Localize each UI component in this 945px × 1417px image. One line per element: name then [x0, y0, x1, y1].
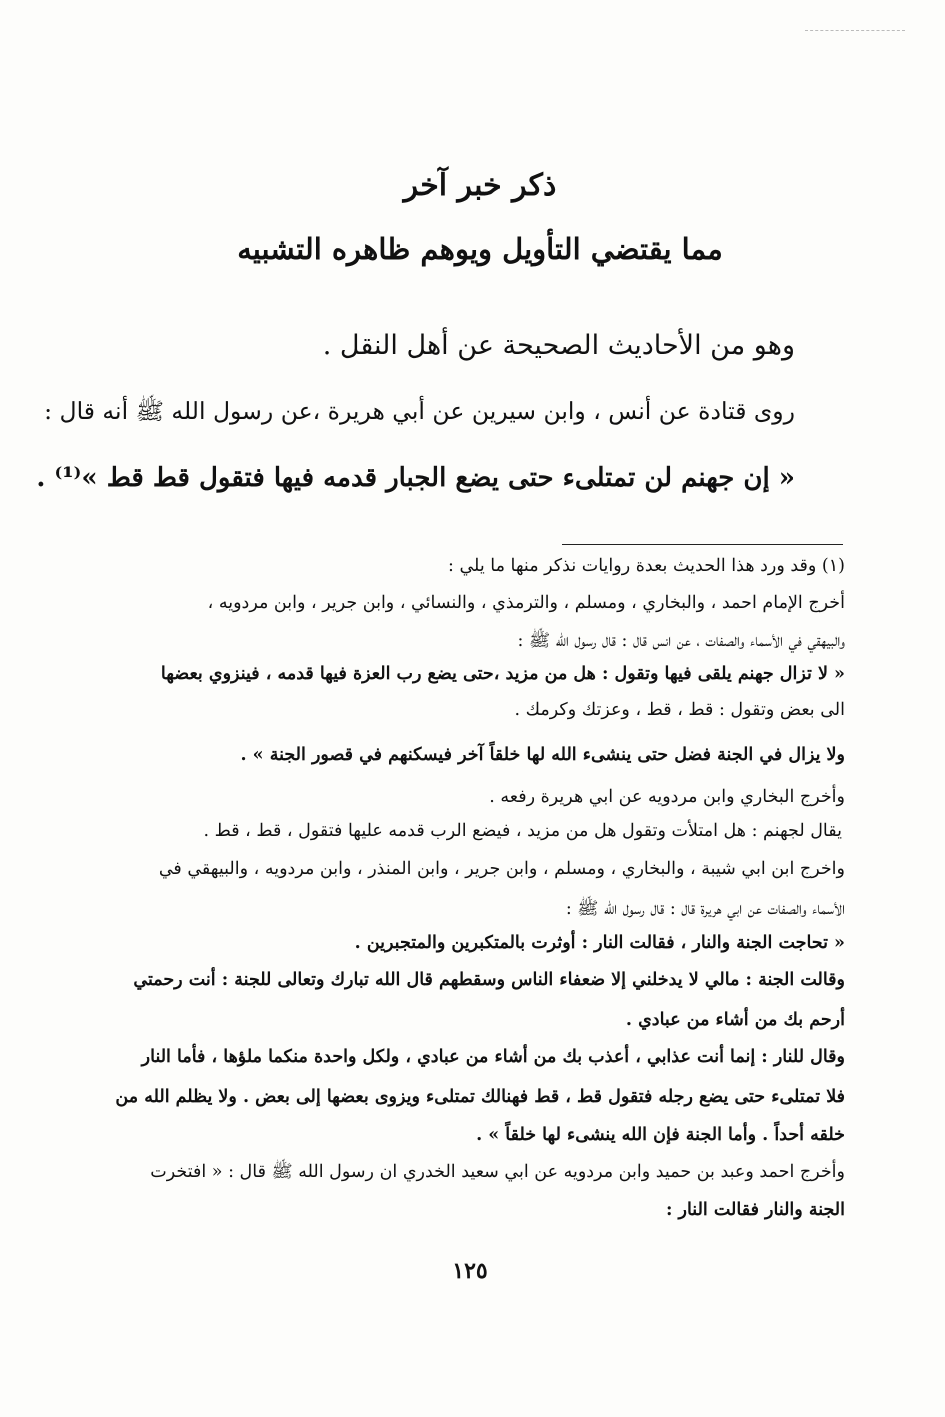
footnote-line: فلا تمتلىء حتى يضع رجله فتقول قط ، قط فهنالك تمتلىء ويزوى بعضها إلى بعض . ولا يظلم الله من [115, 1087, 845, 1107]
footnote-line: وأخرج البخاري وابن مردويه عن ابي هريرة رفعه . [489, 787, 845, 807]
hadith-quote: « إن جهنم لن تمتلىء حتى يضع الجبار قدمه فيها فتقول قط قط »⁽¹⁾ . [36, 463, 795, 493]
section-subtitle: مما يقتضي التأويل ويوهم ظاهره التشبيه [237, 232, 723, 266]
footnote-line: الجنة والنار فقالت النار : [665, 1200, 845, 1220]
body-line: روى قتادة عن أنس ، وابن سيرين عن أبي هريرة ،عن رسول الله ﷺ أنه قال : [44, 397, 795, 425]
body-line: وهو من الأحاديث الصحيحة عن أهل النقل . [322, 330, 795, 361]
footnote-line: الى بعض وتقول : قط ، قط ، وعزتك وكرمك . [514, 700, 845, 720]
footnote-line: الأسماء والصفات عن ابي هريرة قال : قال رسول الله ﷺ : [565, 899, 845, 919]
footnote-line: يقال لجهنم : هل امتلأت وتقول هل من مزيد ، فيضع الرب قدمه عليها فتقول ، قط ، قط . [203, 821, 842, 841]
footnote-line: وقالت الجنة : مالي لا يدخلني إلا ضعفاء الناس وسقطهم قال الله تبارك وتعالى للجنة : أنت رحمتي [133, 970, 845, 990]
page-number: ١٢٥ [452, 1258, 488, 1284]
footnote-separator [562, 544, 843, 545]
footnote-line: أخرج الإمام احمد ، والبخاري ، ومسلم ، والترمذي ، والنسائي ، وابن جرير ، وابن مردويه ، [207, 593, 845, 613]
footnote-line: ولا يزال في الجنة فضل حتى ينشىء الله لها خلقاً آخر فيسكنهم في قصور الجنة » . [240, 745, 845, 765]
footnote-line: والبيهقي في الأسماء والصفات ، عن انس قال : قال رسول الله ﷺ : [517, 631, 845, 651]
footnote-line: خلقه أحداً . وأما الجنة فإن الله ينشىء لها خلقاً » . [476, 1125, 845, 1145]
footnote-line: « لا تزال جهنم يلقى فيها وتقول : هل من مزيد ،حتى يضع رب العزة فيها قدمه ، فينزوي بعضها [160, 664, 845, 684]
footnote-line: أرحم بك من أشاء من عبادي . [625, 1010, 845, 1030]
footnote-line: وأخرج احمد وعبد بن حميد وابن مردويه عن ابي سعيد الخدري ان رسول الله ﷺ قال : « افتخرت [150, 1162, 845, 1182]
footnote-line: وقال للنار : إنما أنت عذابي ، أعذب بك من أشاء من عبادي ، ولكل واحدة منكما ملؤها ، فأما النار [141, 1047, 845, 1067]
section-title: ذكر خبر آخر [403, 168, 557, 203]
footnote-line: واخرج ابن ابي شيبة ، والبخاري ، ومسلم ، وابن جرير ، وابن المنذر ، وابن مردويه ، والبيهقي في [158, 859, 845, 879]
footnote-line: « تحاجت الجنة والنار ، فقالت النار : أوثرت بالمتكبرين والمتجبرين . [354, 933, 845, 953]
footnote-line: (١) وقد ورد هذا الحديث بعدة روايات نذكر منها ما يلي : [447, 556, 845, 576]
corner-scan-mark [805, 30, 905, 32]
